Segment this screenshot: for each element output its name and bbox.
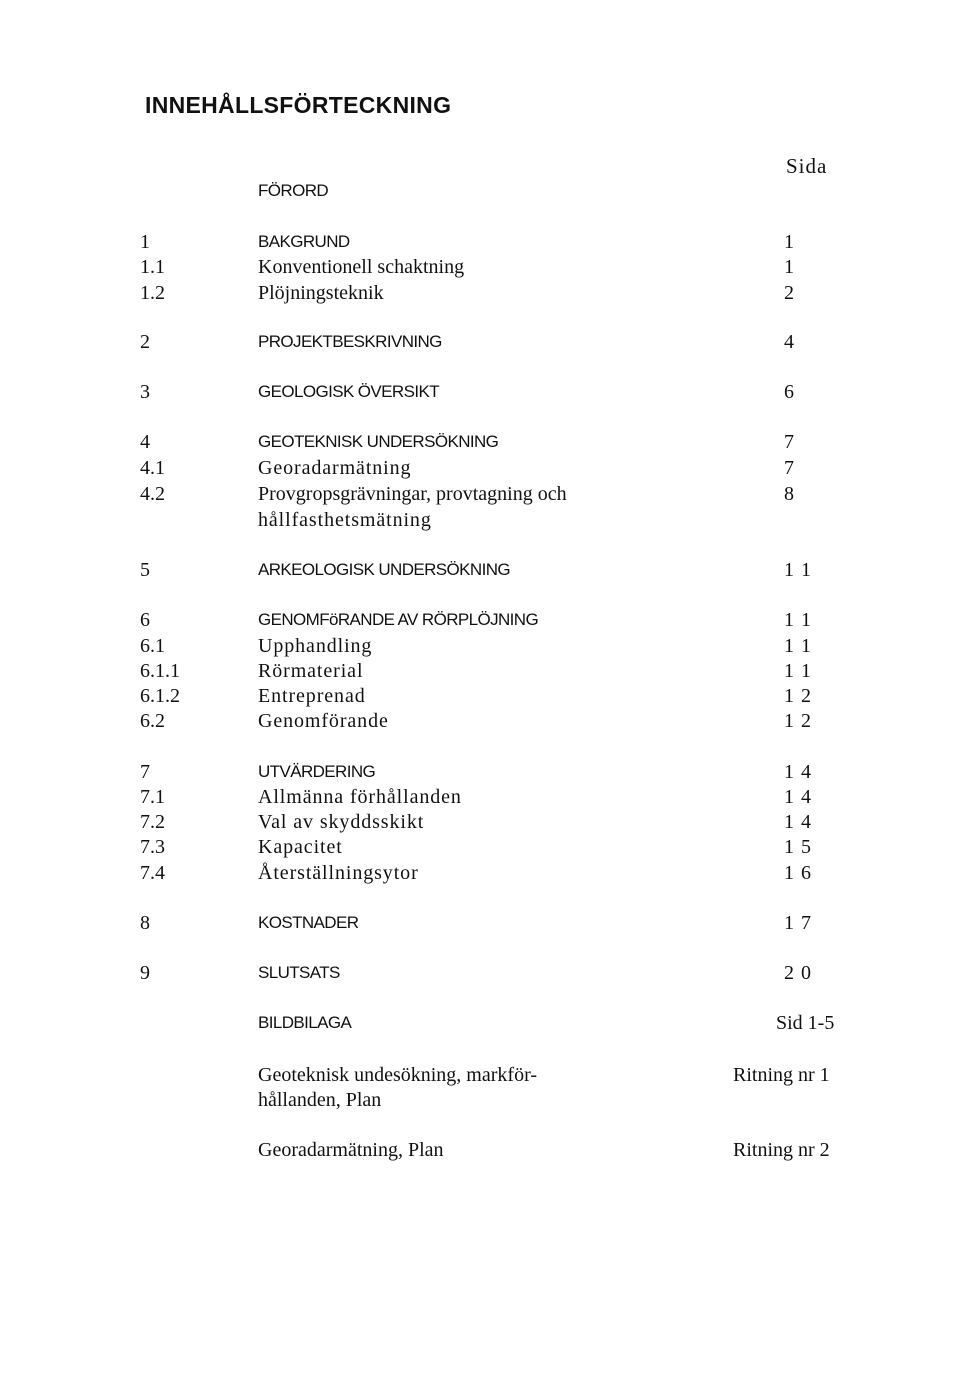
page-column-label: Sida [786, 154, 828, 178]
toc-entry [0, 960, 960, 986]
toc-entry-title: SLUTSATS [258, 963, 340, 982]
toc-entry-page: 8 [784, 483, 795, 505]
toc-entry-page: 1 [784, 231, 795, 253]
toc-entry-number: 7.2 [140, 811, 165, 833]
toc-entry-number: 5 [140, 559, 150, 581]
toc-entry [0, 429, 960, 455]
toc-entry-page: 1 4 [784, 811, 812, 833]
toc-entry [0, 633, 960, 659]
toc-entry-number: 6.1.2 [140, 685, 180, 707]
toc-entry [0, 557, 960, 583]
toc-entry-title: Upphandling [258, 635, 373, 657]
toc-entry [0, 1062, 960, 1088]
toc-entry-page: 1 4 [784, 786, 812, 808]
toc-entry-page: 2 0 [784, 962, 812, 984]
toc-entry-number: 9 [140, 962, 150, 984]
toc-entry-title: hållanden, Plan [258, 1089, 382, 1111]
toc-entry-number: 4 [140, 431, 150, 453]
toc-entry [0, 658, 960, 684]
toc-entry-number: 6 [140, 609, 150, 631]
toc-entry-title: UTVÄRDERING [258, 762, 376, 781]
toc-entry-number: 2 [140, 331, 150, 353]
toc-entry [0, 329, 960, 355]
toc-entry-number: 6.1 [140, 635, 165, 657]
toc-entry-page: 7 [784, 431, 795, 453]
toc-entry-page: 1 1 [784, 559, 812, 581]
toc-entry [0, 229, 960, 255]
toc-entry [0, 834, 960, 860]
toc-entry-page: 1 6 [784, 862, 812, 884]
toc-entry [0, 280, 960, 306]
toc-entry-page: 1 1 [784, 660, 812, 682]
toc-entry [0, 683, 960, 709]
toc-entry-title: GENOMFöRANDE AV RÖRPLÖJNING [258, 610, 539, 629]
toc-entry-title: Plöjningsteknik [258, 282, 384, 304]
toc-entry-page: 6 [784, 381, 795, 403]
toc-entry-title: hållfasthetsmätning [258, 509, 432, 531]
toc-entry-page: 7 [784, 457, 795, 479]
toc-entry-title: FÖRORD [258, 181, 329, 200]
toc-entry-number: 4.1 [140, 457, 165, 479]
toc-entry-number: 1.1 [140, 256, 165, 278]
toc-entry-page: 1 1 [784, 635, 812, 657]
toc-entry-title: GEOTEKNISK UNDERSÖKNING [258, 432, 499, 451]
toc-entry-title: Val av skyddsskikt [258, 811, 425, 833]
toc-entry-title: Geoteknisk undesökning, markför- [258, 1064, 537, 1086]
toc-entry-number: 4.2 [140, 483, 165, 505]
toc-entry-page: 1 7 [784, 912, 812, 934]
toc-entry-number: 7.3 [140, 836, 165, 858]
toc-entry [0, 254, 960, 280]
toc-entry-title: KOSTNADER [258, 913, 359, 932]
toc-entry-page: 1 2 [784, 685, 812, 707]
toc-entry-title: Allmänna förhållanden [258, 786, 462, 808]
toc-entry [0, 481, 960, 507]
toc-entry [0, 1010, 960, 1036]
toc-entry-page: Sid 1-5 [776, 1012, 835, 1034]
toc-entry-title: Rörmaterial [258, 660, 364, 682]
toc-entry-number: 6.1.1 [140, 660, 180, 682]
toc-entry-title: Georadarmätning [258, 457, 412, 479]
toc-entry [0, 784, 960, 810]
toc-entry [0, 910, 960, 936]
toc-entry [0, 507, 960, 533]
toc-entry-title: PROJEKTBESKRIVNING [258, 332, 442, 351]
toc-entry-page: 1 [784, 256, 795, 278]
toc-entry [0, 860, 960, 886]
toc-entry-page: 1 1 [784, 609, 812, 631]
toc-entry-title: Georadarmätning, Plan [258, 1139, 444, 1161]
toc-entry [0, 178, 960, 204]
toc-entry [0, 809, 960, 835]
toc-entry-title: GEOLOGISK ÖVERSIKT [258, 382, 439, 401]
toc-entry [0, 455, 960, 481]
toc-entry [0, 607, 960, 633]
toc-entry-page: 1 2 [784, 710, 812, 732]
toc-entry-title: Genomförande [258, 710, 389, 732]
toc-entry-title: BAKGRUND [258, 232, 350, 251]
toc-entry-title: Återställningsytor [258, 862, 419, 884]
toc-entry-page: 2 [784, 282, 795, 304]
toc-entry [0, 1137, 960, 1163]
toc-entry-page: Ritning nr 2 [733, 1139, 830, 1161]
toc-entry-number: 7.4 [140, 862, 165, 884]
toc-entry-page: Ritning nr 1 [733, 1064, 830, 1086]
toc-entry [0, 759, 960, 785]
toc-entry-number: 3 [140, 381, 150, 403]
toc-entry-page: 1 5 [784, 836, 812, 858]
toc-entry-number: 6.2 [140, 710, 165, 732]
toc-entry [0, 708, 960, 734]
toc-entry-page: 4 [784, 331, 795, 353]
toc-entry-title: Provgropsgrävningar, provtagning och [258, 483, 567, 505]
toc-entry-title: Kapacitet [258, 836, 343, 858]
toc-entry-number: 7.1 [140, 786, 165, 808]
toc-entry-title: ARKEOLOGISK UNDERSÖKNING [258, 560, 510, 579]
toc-entry [0, 1087, 960, 1113]
toc-entry-page: 1 4 [784, 761, 812, 783]
toc-entry-title: Konventionell schaktning [258, 256, 465, 278]
toc-heading: INNEHÅLLSFÖRTECKNING [145, 92, 452, 118]
toc-entry-number: 7 [140, 761, 150, 783]
toc-entry-title: Entreprenad [258, 685, 366, 707]
toc-entry [0, 379, 960, 405]
toc-entry-number: 1.2 [140, 282, 165, 304]
toc-entry-number: 1 [140, 231, 150, 253]
toc-entry-title: BILDBILAGA [258, 1013, 352, 1032]
toc-entry-number: 8 [140, 912, 150, 934]
